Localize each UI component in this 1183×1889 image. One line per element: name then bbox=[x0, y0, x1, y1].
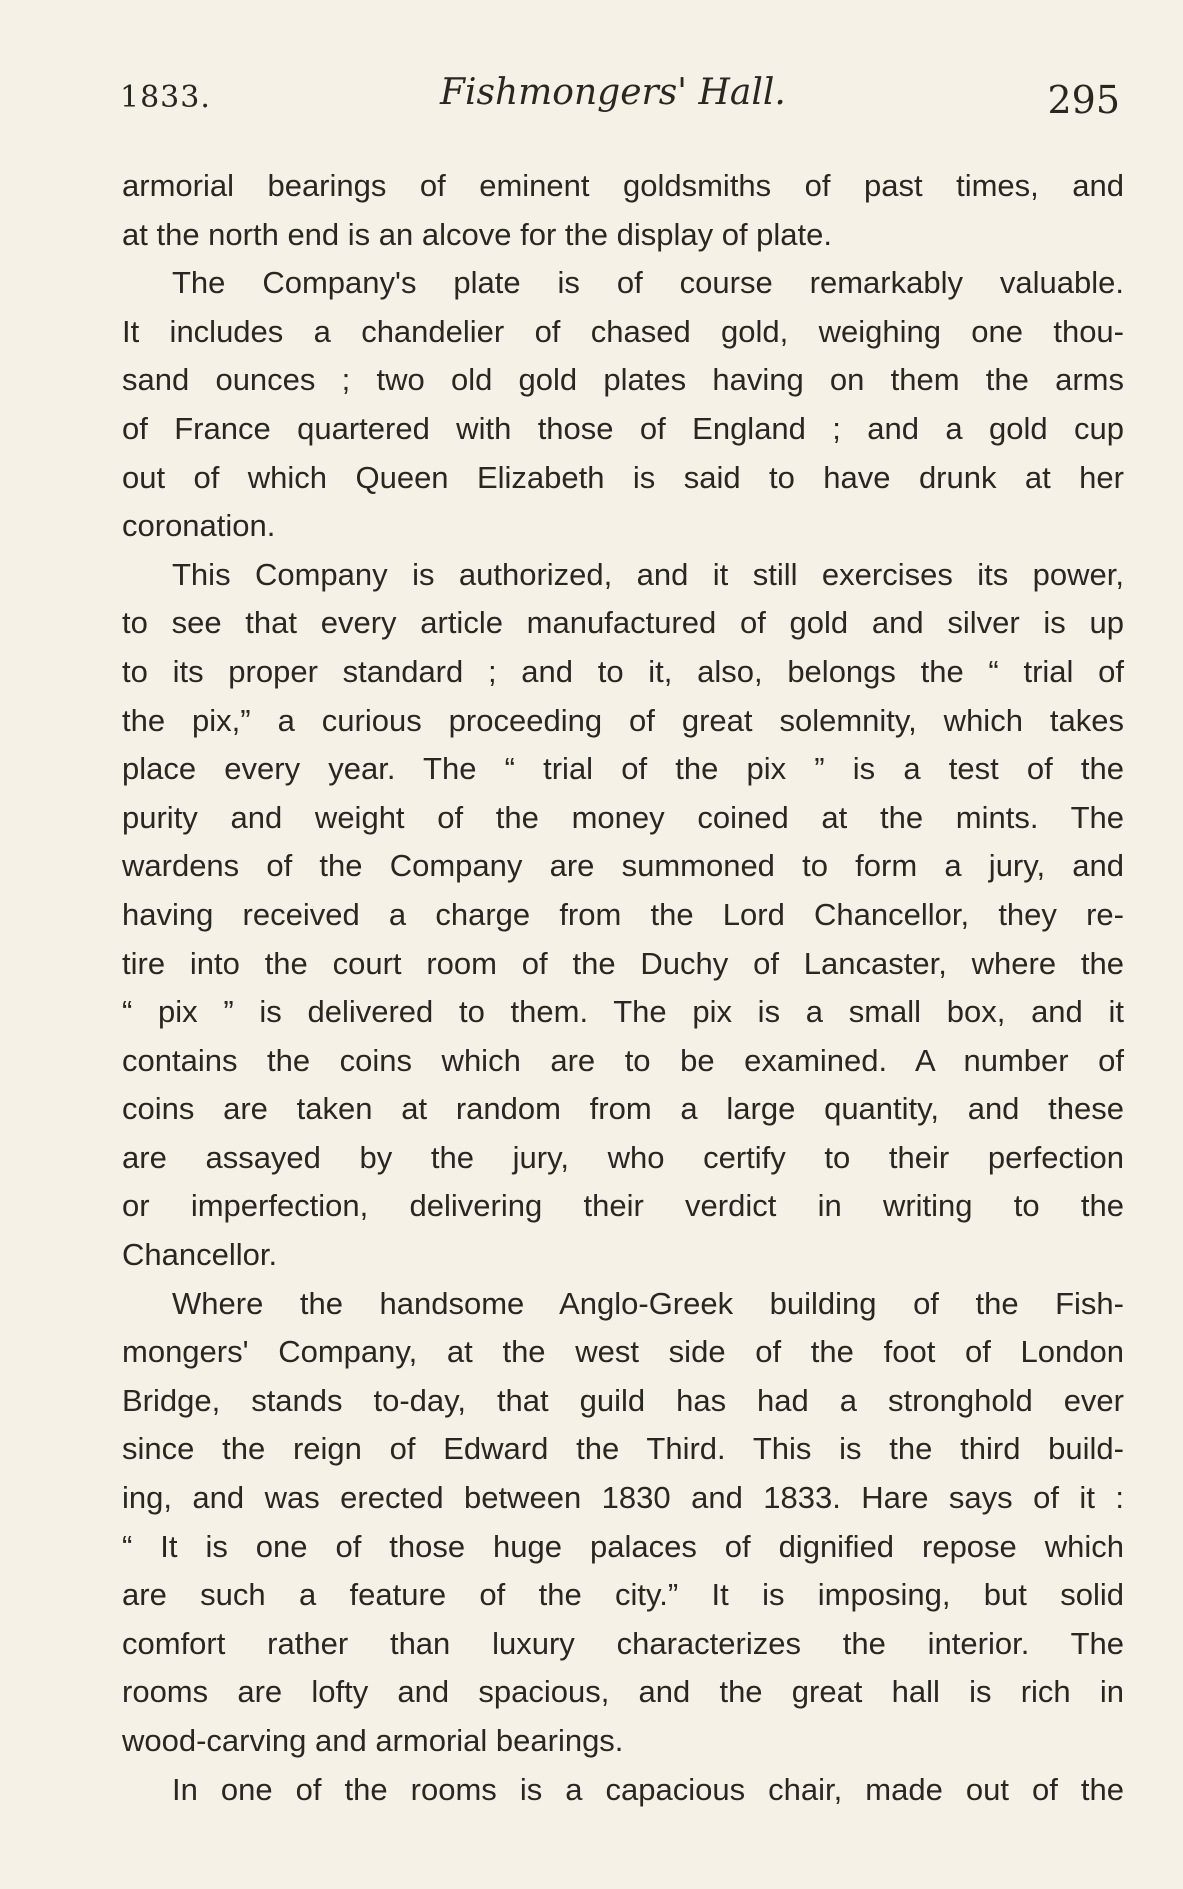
text-line: Bridge, stands to-day, that guild has had a stronghold ever bbox=[122, 1382, 1124, 1418]
text-line: sand ounces ; two old gold plates having on them the arms bbox=[122, 362, 1124, 398]
text-line: are assayed by the jury, who certify to their perfection bbox=[122, 1139, 1124, 1175]
text-line: “ pix ” is delivered to them. The pix is a small box, and it bbox=[122, 994, 1124, 1030]
header-year: 1833. bbox=[120, 80, 211, 115]
text-line: wardens of the Company are summoned to form a jury, and bbox=[122, 848, 1124, 884]
text-line: contains the coins which are to be examined. A number of bbox=[122, 1042, 1124, 1078]
text-line: are such a feature of the city.” It is imposing, but solid bbox=[122, 1577, 1124, 1613]
text-line: purity and weight of the money coined at the mints. The bbox=[122, 799, 1124, 835]
text-line: comfort rather than luxury characterizes the interior. The bbox=[122, 1625, 1124, 1661]
text-line: tire into the court room of the Duchy of Lancaster, where the bbox=[122, 945, 1124, 981]
text-line: wood-carving and armorial bearings. bbox=[122, 1723, 624, 1758]
text-line: or imperfection, delivering their verdict in writing to the bbox=[122, 1188, 1124, 1224]
text-line: The Company's plate is of course remarkably valuable. bbox=[172, 265, 1124, 301]
text-line: out of which Queen Elizabeth is said to have drunk at her bbox=[122, 459, 1124, 495]
header-title: Fishmongers' Hall. bbox=[440, 72, 786, 113]
text-line: since the reign of Edward the Third. This is the third build- bbox=[122, 1431, 1124, 1467]
text-line: to its proper standard ; and to it, also, belongs the “ trial of bbox=[122, 653, 1124, 689]
text-line: coins are taken at random from a large quantity, and these bbox=[122, 1091, 1124, 1127]
text-line: having received a charge from the Lord Chancellor, they re- bbox=[122, 896, 1124, 932]
text-line: ing, and was erected between 1830 and 1833. Hare says of it : bbox=[122, 1480, 1124, 1516]
text-line: the pix,” a curious proceeding of great solemnity, which takes bbox=[122, 702, 1124, 738]
text-line: rooms are lofty and spacious, and the great hall is rich in bbox=[122, 1674, 1124, 1710]
text-line: Chancellor. bbox=[122, 1237, 278, 1273]
text-line: mongers' Company, at the west side of the foot of London bbox=[122, 1334, 1124, 1370]
text-line: In one of the rooms is a capacious chair, made out of the bbox=[172, 1771, 1124, 1807]
text-line: to see that every article manufactured of gold and silver is up bbox=[122, 605, 1124, 641]
text-line: coronation. bbox=[122, 508, 276, 544]
text-line: place every year. The “ trial of the pix ” is a test of the bbox=[122, 751, 1124, 787]
text-line: armorial bearings of eminent goldsmiths of past times, and bbox=[122, 168, 1124, 203]
text-line: Where the handsome Anglo-Greek building of the Fish- bbox=[172, 1285, 1124, 1321]
page-number: 295 bbox=[1047, 78, 1120, 122]
body-text bbox=[122, 162, 1124, 1814]
text-line: of France quartered with those of England ; and a gold cup bbox=[122, 410, 1124, 446]
text-line: It includes a chandelier of chased gold, weighing one thou- bbox=[122, 313, 1124, 349]
text-line: “ It is one of those huge palaces of dignified repose which bbox=[122, 1528, 1124, 1564]
running-head bbox=[120, 72, 1120, 132]
text-line: at the north end is an alcove for the display of plate. bbox=[122, 216, 833, 252]
text-line: This Company is authorized, and it still exercises its power, bbox=[172, 556, 1124, 592]
